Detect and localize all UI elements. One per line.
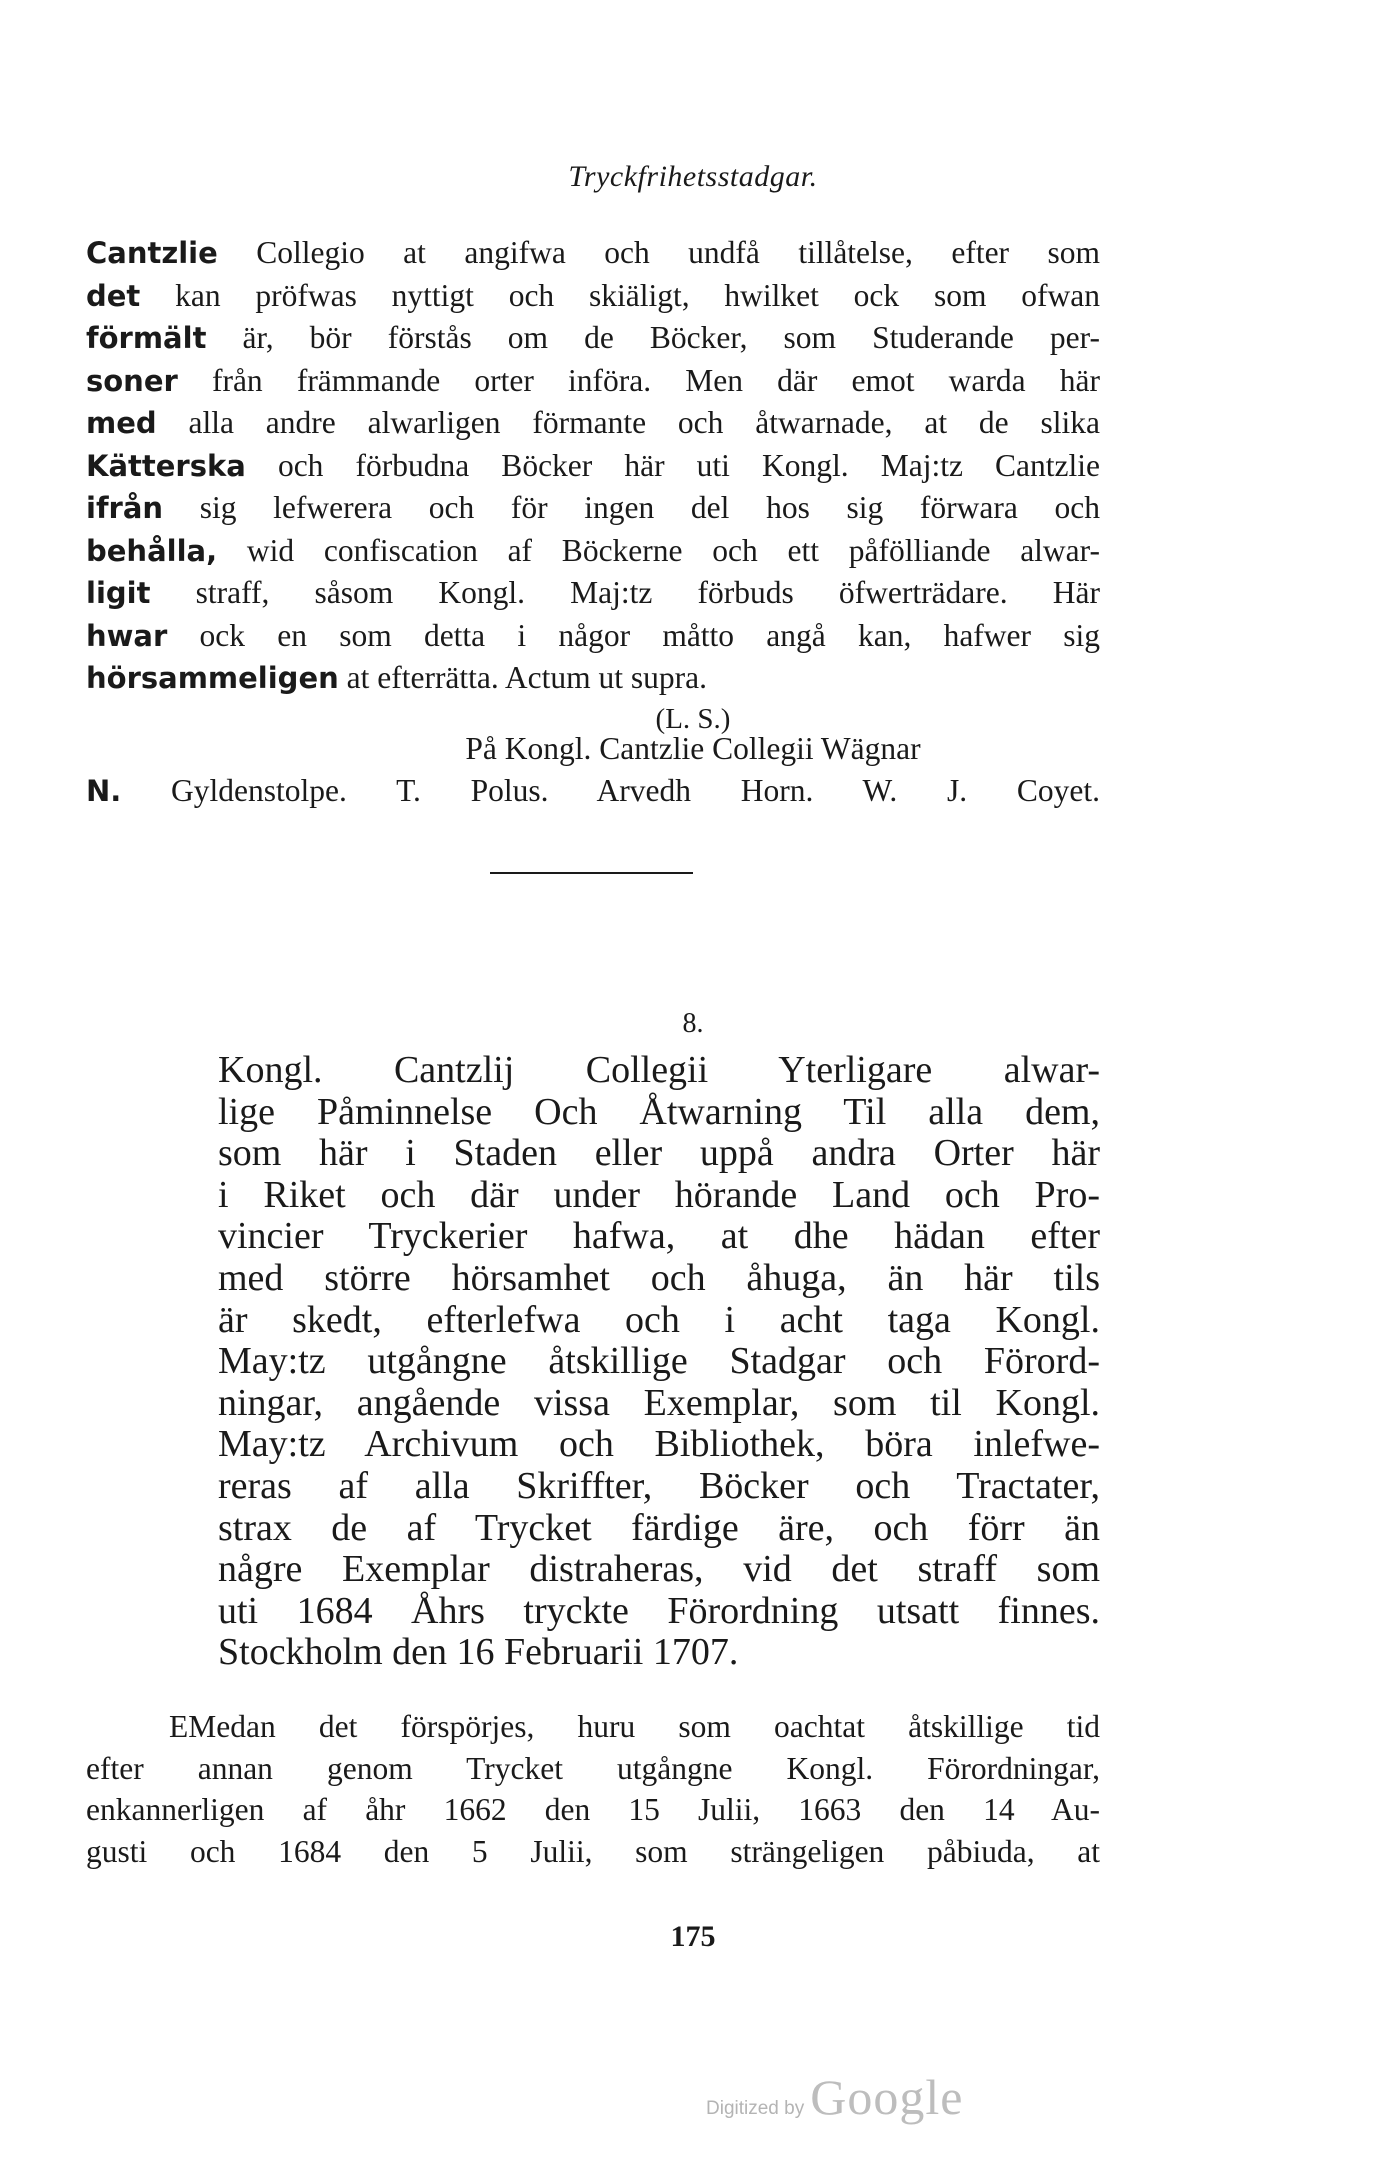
paragraph-decree-opening [86, 1706, 1100, 1872]
watermark-logo: Google [810, 2069, 964, 2125]
line-text: och förbudna Böcker här uti Kongl. Maj:tz Cantzlie [245, 447, 1100, 483]
line-text: Collegio at angifwa och undfå tillåtelse, efter som [217, 235, 1100, 270]
paragraph-decree-continuation [86, 232, 1100, 700]
signature-line: På Kongl. Cantzlie Collegii Wägnar [465, 731, 921, 766]
heading-line: strax de af Trycket färdige äre, och förr än [218, 1506, 1100, 1549]
text-line: enkannerligen af åhr 1662 den 15 Julii, 1663 den 14 Au- [86, 1792, 1100, 1827]
line-text: alla andre alwarligen förmante och åtwarnade, at de slika [156, 405, 1100, 440]
signatories-lead: N. [86, 774, 122, 808]
heading-line: med större hörsamhet och åhuga, än här tils [218, 1256, 1100, 1299]
line-lead-word: soner [86, 363, 178, 398]
text-line: efter annan genom Trycket utgångne Kongl. Förordningar, [86, 1750, 1100, 1786]
line-lead-word: hörsammeligen [86, 661, 339, 695]
line-lead-word: förmält [86, 321, 207, 355]
signatories-names: Gyldenstolpe. T. Polus. Arvedh Horn. W. J. Coyet. [121, 773, 1100, 808]
text-line [86, 445, 1100, 488]
heading-line: May:tz utgångne åtskillige Stadgar och Förord- [218, 1340, 1100, 1383]
running-header: Tryckfrihetsstadgar. [568, 160, 818, 193]
signatories [86, 770, 1100, 813]
seal-mark: (L. S.) [655, 703, 731, 735]
section-number: 8. [682, 1008, 704, 1039]
heading-line: lige Påminnelse Och Åtwarning Til alla dem, [218, 1090, 1100, 1133]
text-line [86, 360, 1100, 403]
heading-line: i Riket och där under hörande Land och Pro- [218, 1173, 1100, 1216]
line-lead-word: hwar [86, 618, 168, 653]
line-text: straff, såsom Kongl. Maj:tz förbuds öfwerträdare. Här [150, 575, 1100, 610]
section-divider [490, 872, 693, 874]
line-lead-word: behålla, [86, 533, 218, 568]
line-text: ock en som detta i någor måtto angå kan, hafwer sig [167, 617, 1100, 653]
line-text: sig lefwerera och för ingen del hos sig förwara och [163, 490, 1100, 525]
heading-line: reras af alla Skriffter, Böcker och Tractater, [218, 1464, 1100, 1507]
text-line [86, 615, 1100, 658]
line-text: wid confiscation af Böckerne och ett påfölliande alwar- [217, 532, 1100, 568]
heading-line: May:tz Archivum och Bibliothek, böra inlefwe- [218, 1423, 1100, 1466]
text-line: gusti och 1684 den 5 Julii, som strängeligen påbiuda, at [86, 1833, 1100, 1869]
watermark-text: Digitized by [706, 2098, 805, 2119]
line-lead-word: med [86, 406, 157, 440]
text-line [86, 402, 1100, 445]
text-line: EMedan det förspörjes, huru som oachtat åtskillige tid [169, 1709, 1100, 1744]
heading-line: någre Exemplar distraheras, vid det straff som [218, 1548, 1100, 1591]
text-line [86, 275, 1100, 318]
line-lead-word: Kätterska [86, 448, 246, 483]
heading-line: Stockholm den 16 Februarii 1707. [218, 1631, 739, 1674]
line-text: från främmande orter införa. Men där emot warda här [177, 362, 1100, 398]
line-lead-word: ligit [86, 576, 151, 610]
section-heading [218, 1050, 1100, 1674]
text-line [86, 487, 1100, 530]
heading-line: vincier Tryckerier hafwa, at dhe hädan efter [218, 1215, 1100, 1258]
heading-line: uti 1684 Åhrs tryckte Förordning utsatt finnes. [218, 1589, 1100, 1632]
heading-line: ningar, angående vissa Exemplar, som til Kongl. [218, 1381, 1100, 1424]
line-text: kan pröfwas nyttigt och skiäligt, hwilket ock som ofwan [140, 277, 1100, 313]
line-text: är, bör förstås om de Böcker, som Studerande per- [206, 320, 1100, 355]
heading-line: är skedt, efterlefwa och i acht taga Kongl. [218, 1298, 1100, 1341]
line-lead-word: Cantzlie [86, 236, 218, 270]
line-text: at efterrätta. Actum ut supra. [338, 660, 707, 695]
page-number: 175 [670, 1920, 716, 1953]
text-line [86, 530, 1100, 573]
text-line [86, 317, 1100, 360]
digitized-watermark [706, 2068, 1006, 2128]
text-line [86, 657, 1100, 700]
text-line [86, 232, 1100, 275]
heading-line: som här i Staden eller uppå andra Orter här [218, 1132, 1100, 1175]
text-line [86, 572, 1100, 615]
line-lead-word: det [86, 278, 141, 313]
heading-line: Kongl. Cantzlij Collegii Yterligare alwar- [218, 1049, 1100, 1091]
line-lead-word: ifrån [86, 491, 164, 525]
